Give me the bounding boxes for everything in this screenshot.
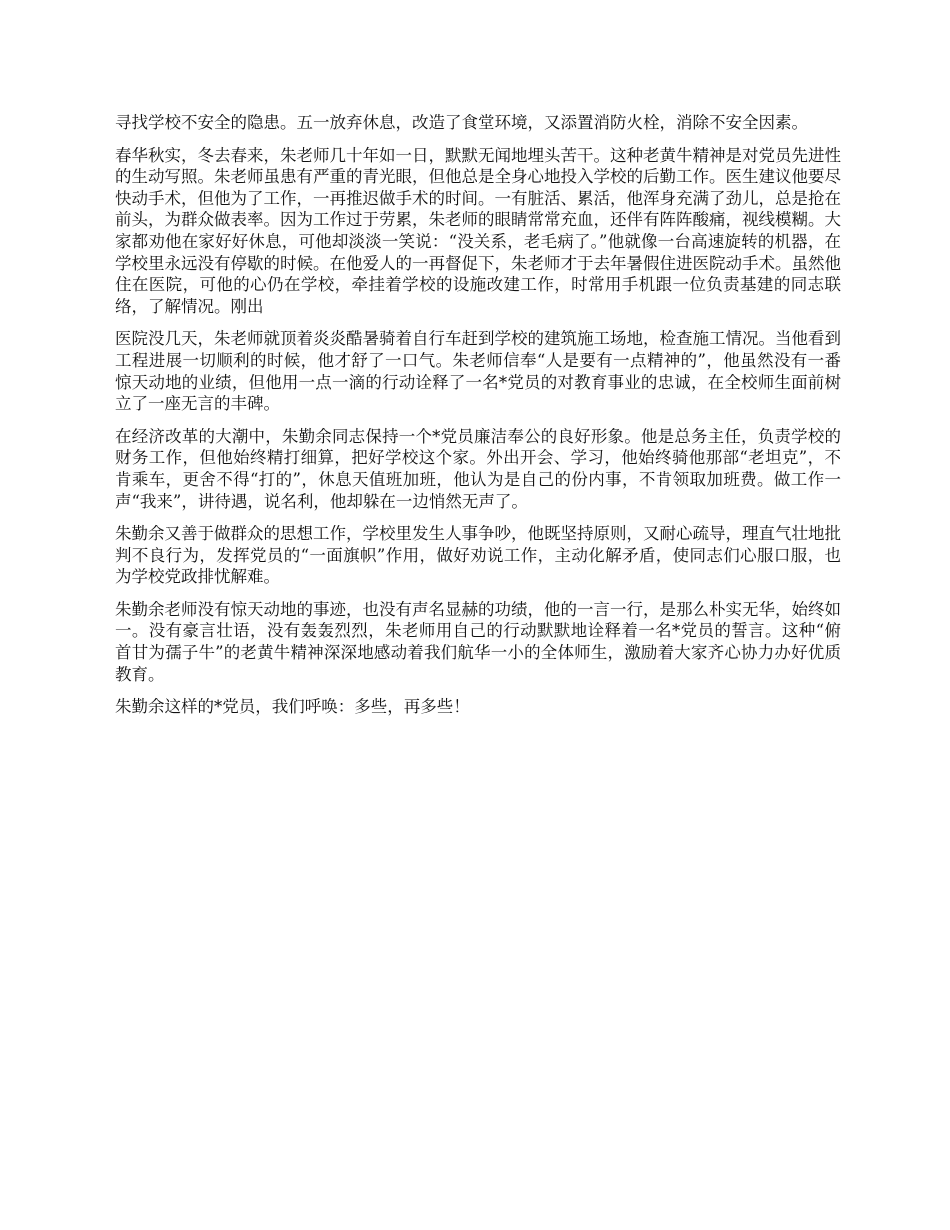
paragraph-3: 医院没几天，朱老师就顶着炎炎酷暑骑着自行车赶到学校的建筑施工场地，检查施工情况。当他看到工程进展一切顺利的时候，他才舒了一口气。朱老师信奉“人是要有一点精神的”，他虽然没有一番惊天动地的业绩，但他用一点一滴的行动诠释了一名*党员的对教育事业的忠诚，在全校师生面前树立了一座无言的丰碑。 (115, 329, 841, 414)
paragraph-1: 寻找学校不安全的隐患。五一放弃休息，改造了食堂环境，又添置消防火栓，消除不安全因素。 (115, 113, 808, 132)
document-body (115, 112, 841, 729)
paragraph-5: 朱勤余又善于做群众的思想工作，学校里发生人事争吵，他既坚持原则，又耐心疏导，理直气壮地批判不良行为，发挥党员的“一面旗帜”作用，做好劝说工作，主动化解矛盾，使同志们心服口服，也为学校党政排忧解难。 (115, 524, 841, 587)
paragraph-7: 朱勤余这样的*党员，我们呼唤：多些，再多些！ (115, 697, 470, 717)
paragraph-2: 春华秋实，冬去春来，朱老师几十年如一日，默默无闻地埋头苦干。这种老黄牛精神是对党员先进性的生动写照。朱老师虽患有严重的青光眼，但他总是全身心地投入学校的后勤工作。医生建议他要尽快动手术，但他为了工作，一再推迟做手术的时间。一有脏活、累活，他浑身充满了劲儿，总是抢在前头，为群众做表率。因为工作过于劳累，朱老师的眼睛常常充血，还伴有阵阵酸痛，视线模糊。大家都劝他在家好好休息，可他却淡淡一笑说：“没关系，老毛病了。”他就像一台高速旋转的机器，在学校里永远没有停歇的时候。在他爱人的一再督促下，朱老师才于去年暑假住进医院动手术。虽然他住在医院，可他的心仍在学校，牵挂着学校的设施改建工作，时常用手机跟一位负责基建的同志联络，了解情况。刚出 (115, 145, 841, 316)
paragraph-4: 在经济改革的大潮中，朱勤余同志保持一个*党员廉洁奉公的良好形象。他是总务主任，负责学校的财务工作，但他始终精打细算，把好学校这个家。外出开会、学习，他始终骑他那部“老坦克”，不肯乘车，更舍不得“打的”，休息天值班加班，他认为是自己的份内事，不肯领取加班费。做工作一声“我来”，讲待遇，说名利，他却躲在一边悄然无声了。 (115, 426, 841, 511)
paragraph-6: 朱勤余老师没有惊天动地的事迹，也没有声名显赫的功绩，他的一言一行，是那么朴实无华，始终如一。没有豪言壮语，没有轰轰烈烈，朱老师用自己的行动默默地诠释着一名*党员的誓言。这种“俯首甘为孺子牛”的老黄牛精神深深地感动着我们航华一小的全体师生，激励着大家齐心协力办好优质教育。 (115, 599, 841, 684)
